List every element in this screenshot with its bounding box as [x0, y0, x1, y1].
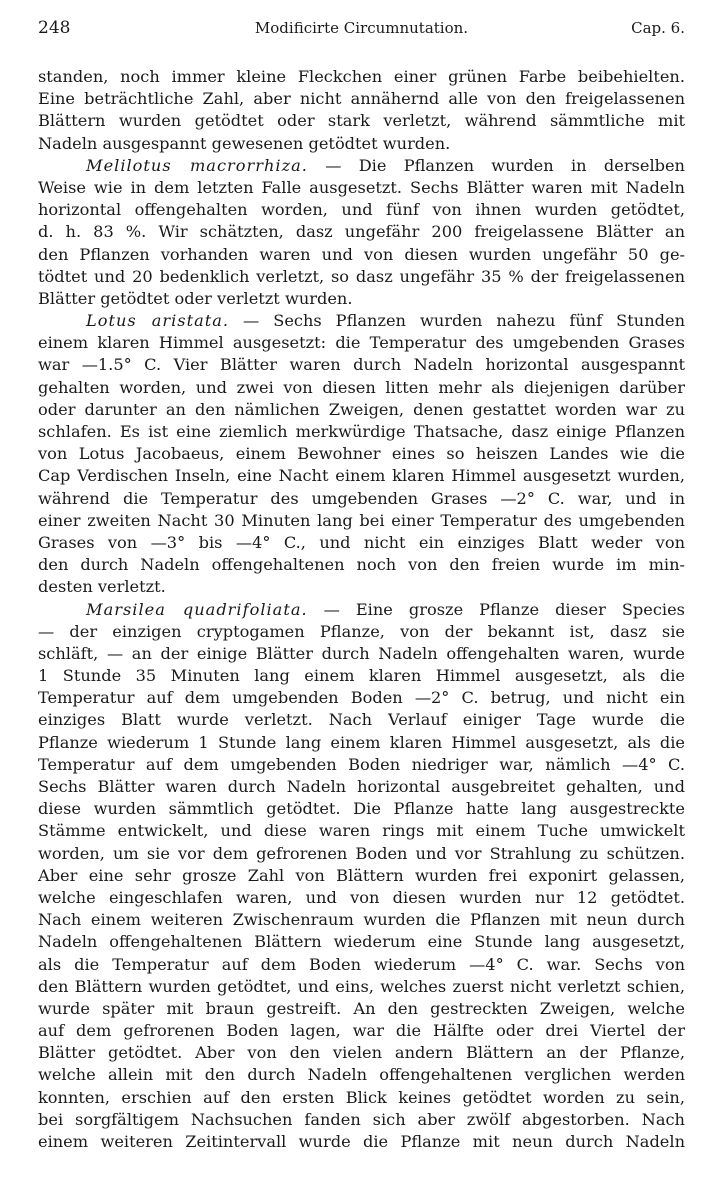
text-line: [38, 665, 685, 687]
line-text: Nadeln ausgespannt gewesenen getödtet wurden.: [38, 133, 451, 153]
line-text: d. h. 83 %. Wir schätzten, dasz ungefähr 200 freigelassene Blätter an: [38, 222, 685, 242]
text-line: [38, 1064, 685, 1086]
line-text: — Sechs Pflanzen wurden nahezu fünf Stunden: [229, 311, 685, 331]
text-line: [38, 732, 685, 754]
page-header: [38, 14, 685, 42]
text-line: [38, 221, 685, 243]
text-line: [38, 843, 685, 865]
line-text: Eine beträchtliche Zahl, aber nicht annähernd alle von den freigelassenen: [38, 89, 685, 109]
line-text: schlafen. Es ist eine ziemlich merkwürdige Thatsache, dasz einige Pflanzen: [38, 422, 685, 441]
line-text: Blätter getödtet oder verletzt wurden.: [38, 288, 353, 308]
line-text: welche eingeschlafen waren, und von diesen wurden nur 12 getödtet.: [38, 887, 685, 907]
text-line: [38, 643, 685, 665]
text-line: [38, 687, 685, 709]
line-text: Pflanze wiederum 1 Stunde lang einem klaren Himmel ausgesetzt, als die: [38, 732, 685, 752]
text-line: [38, 88, 685, 110]
text-line: [38, 177, 685, 199]
text-line: [38, 776, 685, 798]
species-name: Melilotus macrorrhiza.: [86, 155, 308, 175]
text-line: [38, 909, 685, 931]
text-line: [38, 421, 685, 443]
line-text: Nadeln offengehaltenen Blättern wiederum eine Stunde lang ausgesetzt,: [38, 932, 685, 952]
line-text: wurde später mit braun gestreift. An den gestreckten Zweigen, welche: [38, 998, 685, 1018]
text-line: [38, 998, 685, 1020]
text-line: [38, 399, 685, 421]
line-text: Sechs Blätter waren durch Nadeln horizontal ausgebreitet gehalten, und: [38, 777, 685, 796]
text-line: [38, 1087, 685, 1109]
line-text: den Pflanzen vorhanden waren und von diesen wurden ungefähr 50 ge-: [38, 244, 685, 264]
line-text: welche allein mit den durch Nadeln offengehaltenen verglichen werden: [38, 1065, 685, 1085]
text-line: [38, 1020, 685, 1042]
text-line: [38, 443, 685, 465]
line-text: den durch Nadeln offengehaltenen noch von den freien wurde im min-: [38, 555, 685, 575]
line-text: desten verletzt.: [38, 577, 166, 597]
text-line: [38, 510, 685, 532]
line-text: Nach einem weiteren Zwischenraum wurden die Pflanzen mit neun durch: [38, 910, 685, 930]
species-name: Marsilea quadrifoliata.: [86, 599, 308, 619]
text-line: [38, 1042, 685, 1064]
text-line: [38, 110, 685, 132]
chapter-label: Cap. 6.: [631, 19, 685, 37]
line-text: horizontal offengehalten worden, und fünf von ihnen wurden getödtet,: [38, 200, 685, 220]
text-line: [38, 266, 685, 288]
text-line: [38, 820, 685, 842]
line-text: als die Temperatur auf dem Boden wiederum —4° C. war. Sechs von: [38, 954, 685, 974]
text-line: [38, 66, 685, 88]
line-text: Grases von —3° bis —4° C., und nicht ein einziges Blatt weder von: [38, 532, 685, 552]
text-line: [38, 488, 685, 510]
text-line: [38, 887, 685, 909]
text-line: [38, 621, 685, 643]
page-number: 248: [38, 18, 71, 38]
line-text: bei sorgfältigem Nachsuchen fanden sich aber zwölf abgestorben. Nach: [38, 1109, 685, 1129]
line-text: konnten, erschien auf den ersten Blick keines getödtet worden zu sein,: [38, 1087, 685, 1107]
text-line: [38, 332, 685, 354]
line-text: von Lotus Jacobaeus, einem Bewohner eines so heiszen Landes wie die: [38, 444, 685, 464]
line-text: 1 Stunde 35 Minuten lang einem klaren Himmel ausgesetzt, als die: [38, 666, 685, 686]
text-line: [38, 310, 685, 332]
body-text: [38, 66, 685, 1153]
text-line: [38, 754, 685, 776]
text-line: [38, 865, 685, 887]
line-text: — der einzigen cryptogamen Pflanze, von der bekannt ist, dasz sie: [38, 621, 685, 641]
text-line: [38, 1131, 685, 1153]
line-text: — Eine grosze Pflanze dieser Species: [307, 599, 685, 619]
text-line: [38, 532, 685, 554]
species-name: Lotus aristata.: [86, 311, 230, 331]
line-text: Blättern wurden getödtet oder stark verletzt, während sämmtliche mit: [38, 111, 685, 131]
text-line: [38, 576, 685, 598]
line-text: einem klaren Himmel ausgesetzt: die Temperatur des umgebenden Grases: [38, 333, 685, 353]
text-line: [38, 1109, 685, 1131]
line-text: Temperatur auf dem umgebenden Boden niedriger war, nämlich —4° C.: [38, 754, 685, 774]
text-line: [38, 199, 685, 221]
line-text: Stämme entwickelt, und diese waren rings mit einem Tuche umwickelt: [38, 821, 685, 841]
text-line: [38, 931, 685, 953]
line-text: tödtet und 20 bedenklich verletzt, so dasz ungefähr 35 % der freigelassenen: [38, 266, 685, 286]
text-line: [38, 709, 685, 731]
line-text: gehalten worden, und zwei von diesen litten mehr als diejenigen darüber: [38, 377, 685, 397]
text-line: [38, 354, 685, 376]
line-text: — Die Pflanzen wurden in derselben: [307, 155, 685, 175]
line-text: Cap Verdischen Inseln, eine Nacht einem klaren Himmel ausgesetzt wurden,: [38, 466, 685, 486]
line-text: Temperatur auf dem umgebenden Boden —2° C. betrug, und nicht ein: [38, 688, 685, 708]
text-line: [38, 954, 685, 976]
line-text: oder darunter an den nämlichen Zweigen, denen gestattet worden war zu: [38, 399, 685, 419]
line-text: einer zweiten Nacht 30 Minuten lang bei einer Temperatur des umgebenden: [38, 510, 685, 530]
text-line: [38, 465, 685, 487]
text-line: [38, 599, 685, 621]
running-title: Modificirte Circumnutation.: [254, 19, 469, 37]
line-text: diese wurden sämmtlich getödtet. Die Pflanze hatte lang ausgestreckte: [38, 799, 685, 819]
text-line: [38, 244, 685, 266]
line-text: Aber eine sehr grosze Zahl von Blättern wurden frei exponirt gelassen,: [38, 865, 685, 885]
line-text: Blätter getödtet. Aber von den vielen andern Blättern an der Pflanze,: [38, 1043, 685, 1063]
line-text: den Blättern wurden getödtet, und eins, welches zuerst nicht verletzt schien,: [38, 976, 685, 996]
line-text: auf dem gefrorenen Boden lagen, war die Hälfte oder drei Viertel der: [38, 1021, 685, 1041]
line-text: während die Temperatur des umgebenden Grases —2° C. war, und in: [38, 488, 685, 508]
text-line: [38, 288, 685, 310]
line-text: war —1.5° C. Vier Blätter waren durch Nadeln horizontal ausgespannt: [38, 355, 685, 375]
text-line: [38, 133, 685, 155]
line-text: worden, um sie vor dem gefrorenen Boden und vor Strahlung zu schützen.: [38, 843, 685, 863]
line-text: standen, noch immer kleine Fleckchen einer grünen Farbe beibehielten.: [38, 67, 685, 86]
line-text: einem weiteren Zeitintervall wurde die Pflanze mit neun durch Nadeln: [38, 1132, 685, 1151]
text-line: [38, 155, 685, 177]
line-text: Weise wie in dem letzten Falle ausgesetzt. Sechs Blätter waren mit Nadeln: [38, 177, 685, 197]
text-line: [38, 377, 685, 399]
line-text: einziges Blatt wurde verletzt. Nach Verlauf einiger Tage wurde die: [38, 710, 685, 730]
text-line: [38, 554, 685, 576]
text-line: [38, 976, 685, 998]
text-line: [38, 798, 685, 820]
line-text: schläft, — an der einige Blätter durch Nadeln offengehalten waren, wurde: [38, 643, 685, 663]
